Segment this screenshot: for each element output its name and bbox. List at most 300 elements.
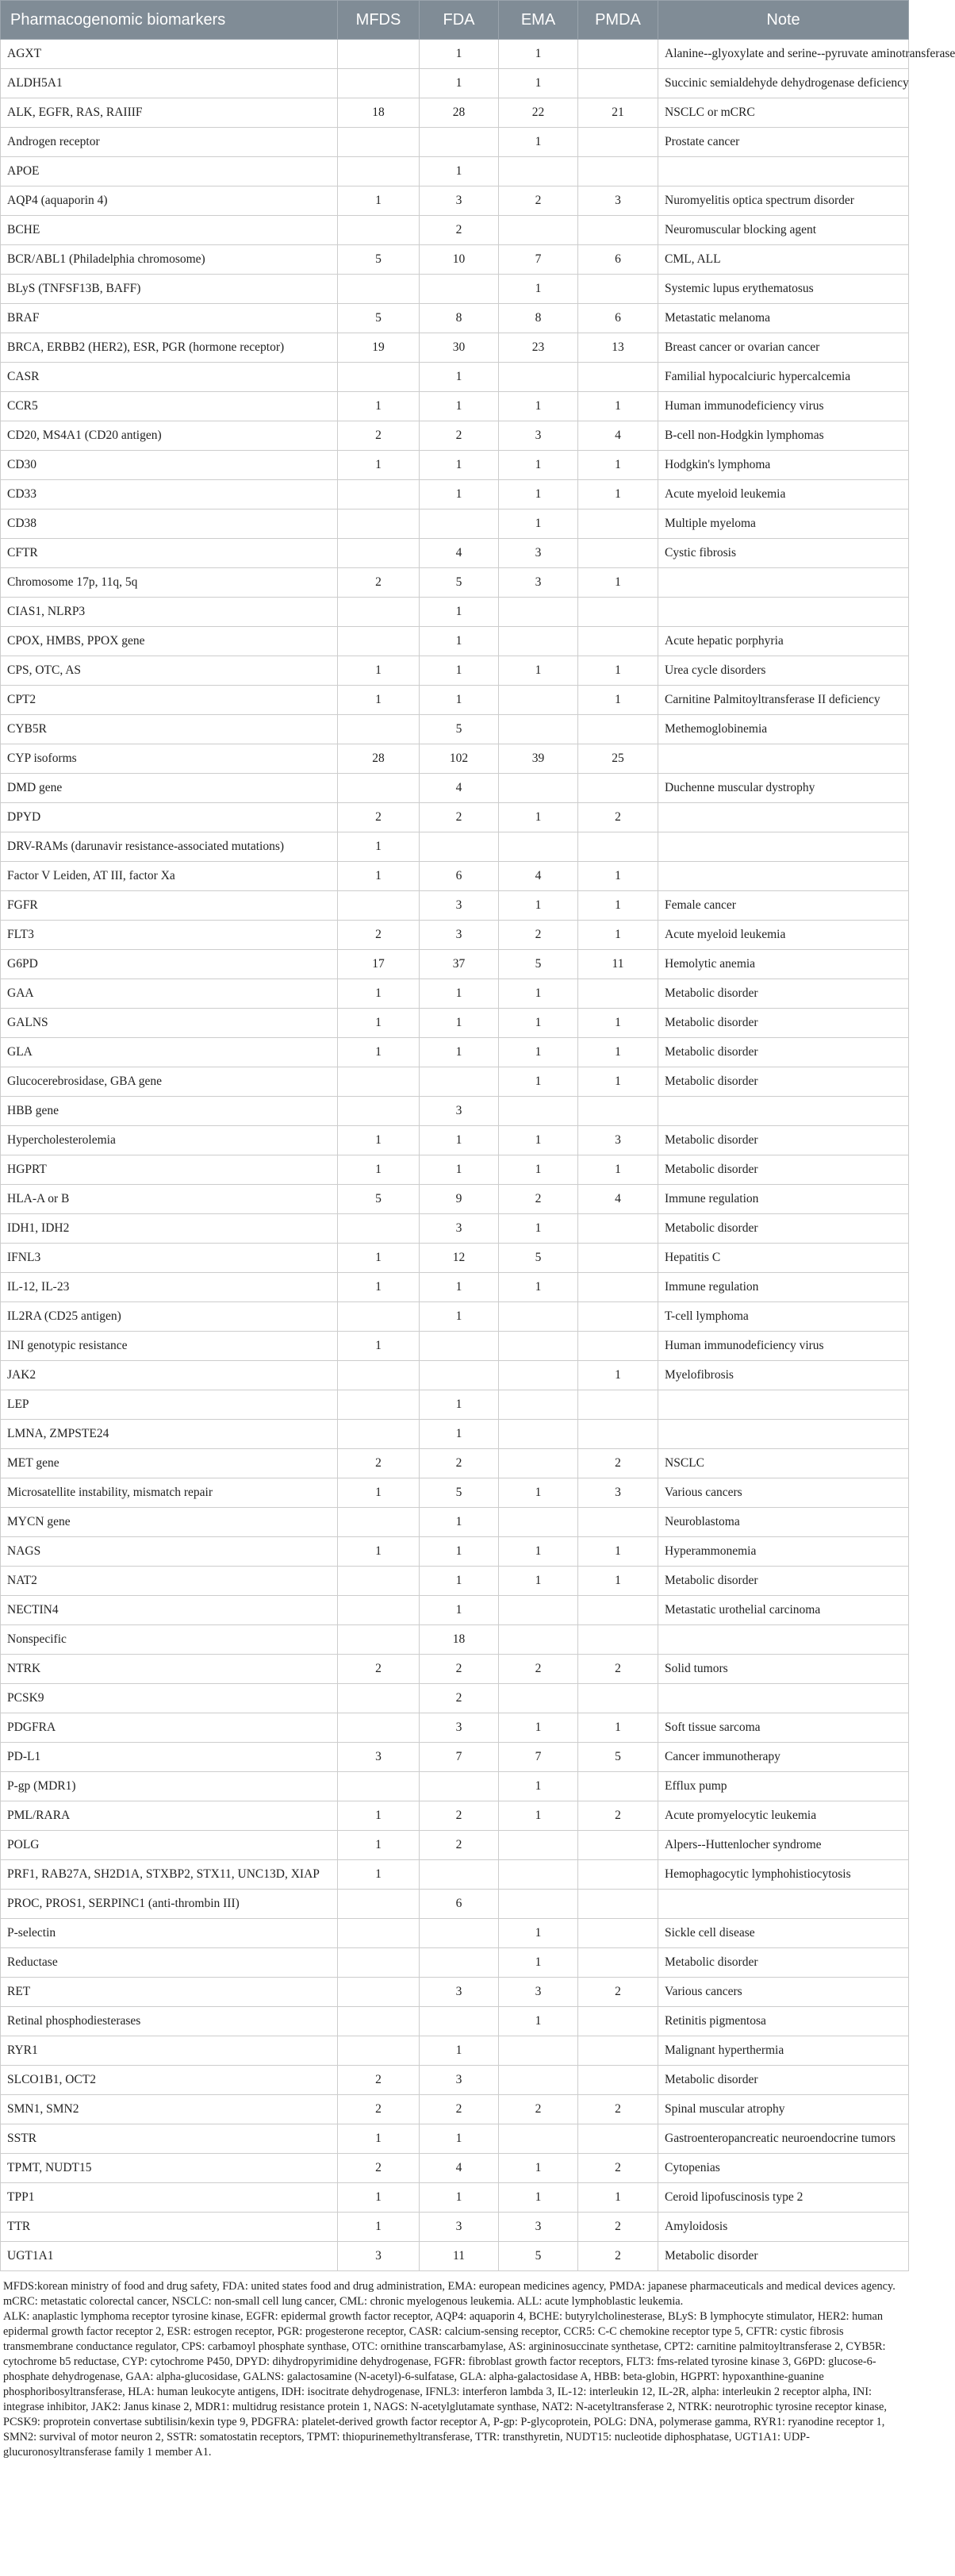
mfds-cell [338, 1713, 420, 1743]
fda-cell [420, 1860, 499, 1890]
mfds-cell: 1 [338, 1801, 420, 1831]
table-row [1, 1038, 909, 1067]
mfds-cell [338, 40, 420, 69]
pmda-cell [578, 275, 658, 304]
fda-cell: 1 [420, 2036, 499, 2066]
mfds-cell [338, 128, 420, 157]
note-cell: Solid tumors [658, 1655, 909, 1684]
ema-cell [499, 686, 578, 715]
ema-cell: 4 [499, 862, 578, 891]
fda-cell: 2 [420, 2095, 499, 2124]
mfds-cell: 2 [338, 1449, 420, 1478]
note-cell: Various cancers [658, 1478, 909, 1508]
mfds-cell: 2 [338, 2095, 420, 2124]
note-cell: Retinitis pigmentosa [658, 2007, 909, 2036]
note-cell: Immune regulation [658, 1185, 909, 1214]
pmda-cell [578, 1625, 658, 1655]
pmda-cell [578, 40, 658, 69]
fda-cell: 9 [420, 1185, 499, 1214]
note-cell: Hodgkin's lymphoma [658, 451, 909, 480]
mfds-cell: 1 [338, 186, 420, 216]
biomarker-cell: GALNS [1, 1009, 338, 1038]
fda-cell: 1 [420, 1273, 499, 1302]
mfds-cell: 1 [338, 1537, 420, 1567]
ema-cell [499, 1097, 578, 1126]
mfds-cell: 2 [338, 1655, 420, 1684]
fda-cell [420, 1361, 499, 1390]
pmda-cell: 3 [578, 1478, 658, 1508]
pmda-cell [578, 1890, 658, 1919]
ema-cell [499, 774, 578, 803]
mfds-cell: 1 [338, 686, 420, 715]
fda-cell: 1 [420, 157, 499, 186]
note-cell: Nuromyelitis optica spectrum disorder [658, 186, 909, 216]
mfds-cell: 1 [338, 656, 420, 686]
pmda-cell: 1 [578, 2183, 658, 2213]
biomarker-cell: HLA-A or B [1, 1185, 338, 1214]
mfds-cell: 1 [338, 2213, 420, 2242]
ema-cell [499, 157, 578, 186]
ema-cell: 1 [499, 1126, 578, 1155]
table-row [1, 1508, 909, 1537]
ema-cell: 1 [499, 1537, 578, 1567]
fda-cell: 1 [420, 1596, 499, 1625]
pmda-cell [578, 2066, 658, 2095]
biomarker-cell: CASR [1, 363, 338, 392]
mfds-cell: 1 [338, 1860, 420, 1890]
ema-cell: 5 [499, 950, 578, 979]
note-cell: Familial hypocalciuric hypercalcemia [658, 363, 909, 392]
mfds-cell [338, 1420, 420, 1449]
pmda-cell: 1 [578, 862, 658, 891]
biomarker-cell: DMD gene [1, 774, 338, 803]
table-row [1, 186, 909, 216]
pmda-cell: 1 [578, 921, 658, 950]
table-row [1, 1390, 909, 1420]
note-cell [658, 598, 909, 627]
fda-cell: 2 [420, 1801, 499, 1831]
biomarker-cell: Nonspecific [1, 1625, 338, 1655]
pmda-cell: 4 [578, 1185, 658, 1214]
note-cell: Cystic fibrosis [658, 539, 909, 568]
pmda-cell: 1 [578, 1713, 658, 1743]
note-cell: Metabolic disorder [658, 1067, 909, 1097]
ema-cell: 1 [499, 803, 578, 832]
note-cell: Metastatic urothelial carcinoma [658, 1596, 909, 1625]
table-row [1, 921, 909, 950]
ema-cell [499, 1890, 578, 1919]
pmda-cell [578, 1948, 658, 1978]
biomarker-cell: BRAF [1, 304, 338, 333]
mfds-cell [338, 627, 420, 656]
ema-cell [499, 1596, 578, 1625]
biomarker-cell: CYB5R [1, 715, 338, 744]
biomarker-cell: Hypercholesterolemia [1, 1126, 338, 1155]
pmda-cell: 3 [578, 1126, 658, 1155]
note-cell: Efflux pump [658, 1772, 909, 1801]
mfds-cell [338, 715, 420, 744]
biomarker-cell: PD-L1 [1, 1743, 338, 1772]
biomarker-cell: SMN1, SMN2 [1, 2095, 338, 2124]
mfds-cell [338, 891, 420, 921]
ema-cell [499, 832, 578, 862]
note-cell: Metabolic disorder [658, 1155, 909, 1185]
pmda-cell [578, 1772, 658, 1801]
table-row [1, 2213, 909, 2242]
ema-cell: 8 [499, 304, 578, 333]
pmda-cell: 13 [578, 333, 658, 363]
note-cell: Breast cancer or ovarian cancer [658, 333, 909, 363]
fda-cell: 3 [420, 1978, 499, 2007]
biomarker-cell: Microsatellite instability, mismatch repair [1, 1478, 338, 1508]
ema-cell: 1 [499, 69, 578, 98]
note-cell: Acute hepatic porphyria [658, 627, 909, 656]
ema-cell: 1 [499, 1567, 578, 1596]
mfds-cell [338, 1567, 420, 1596]
pmda-cell: 1 [578, 656, 658, 686]
fda-cell: 4 [420, 774, 499, 803]
table-row [1, 2154, 909, 2183]
note-cell: Metabolic disorder [658, 1948, 909, 1978]
fda-cell: 2 [420, 1449, 499, 1478]
mfds-cell: 2 [338, 921, 420, 950]
mfds-cell: 1 [338, 979, 420, 1009]
table-row [1, 1537, 909, 1567]
table-row [1, 1126, 909, 1155]
biomarker-cell: TTR [1, 2213, 338, 2242]
biomarker-cell: G6PD [1, 950, 338, 979]
note-cell [658, 1390, 909, 1420]
biomarker-cell: Androgen receptor [1, 128, 338, 157]
ema-cell: 3 [499, 539, 578, 568]
ema-cell: 3 [499, 568, 578, 598]
pmda-cell [578, 1214, 658, 1244]
ema-cell [499, 1332, 578, 1361]
table-row [1, 1332, 909, 1361]
ema-cell: 1 [499, 1478, 578, 1508]
fda-cell: 1 [420, 451, 499, 480]
note-cell: Systemic lupus erythematosus [658, 275, 909, 304]
biomarker-cell: RYR1 [1, 2036, 338, 2066]
pmda-cell: 11 [578, 950, 658, 979]
biomarker-cell: FGFR [1, 891, 338, 921]
ema-cell: 2 [499, 186, 578, 216]
pmda-cell [578, 1831, 658, 1860]
biomarker-cell: DRV-RAMs (darunavir resistance-associated mutations) [1, 832, 338, 862]
ema-cell [499, 1302, 578, 1332]
biomarker-cell: CIAS1, NLRP3 [1, 598, 338, 627]
table-row [1, 304, 909, 333]
fda-cell: 2 [420, 216, 499, 245]
pmda-cell: 1 [578, 480, 658, 509]
table-row [1, 1420, 909, 1449]
column-header-biomarker: Pharmacogenomic biomarkers [1, 1, 338, 40]
biomarker-cell: HBB gene [1, 1097, 338, 1126]
fda-cell: 10 [420, 245, 499, 275]
note-cell: Gastroenteropancreatic neuroendocrine tumors [658, 2124, 909, 2154]
note-cell: Sickle cell disease [658, 1919, 909, 1948]
biomarker-cell: INI genotypic resistance [1, 1332, 338, 1361]
ema-cell: 7 [499, 1743, 578, 1772]
biomarker-cell: GLA [1, 1038, 338, 1067]
pmda-cell [578, 1273, 658, 1302]
fda-cell [420, 1919, 499, 1948]
table-row [1, 715, 909, 744]
table-row [1, 98, 909, 128]
fda-cell: 2 [420, 1684, 499, 1713]
ema-cell: 1 [499, 451, 578, 480]
biomarker-cell: RET [1, 1978, 338, 2007]
table-row [1, 1831, 909, 1860]
note-cell [658, 157, 909, 186]
pmda-cell: 1 [578, 1009, 658, 1038]
note-cell: Soft tissue sarcoma [658, 1713, 909, 1743]
biomarker-cell: Glucocerebrosidase, GBA gene [1, 1067, 338, 1097]
pmda-cell [578, 2036, 658, 2066]
ema-cell: 22 [499, 98, 578, 128]
biomarker-cell: HGPRT [1, 1155, 338, 1185]
table-row [1, 656, 909, 686]
table-row [1, 392, 909, 421]
mfds-cell [338, 1625, 420, 1655]
table-row [1, 2124, 909, 2154]
fda-cell [420, 2007, 499, 2036]
pmda-cell [578, 715, 658, 744]
pmda-cell: 3 [578, 186, 658, 216]
table-row [1, 1155, 909, 1185]
pmda-cell: 2 [578, 2242, 658, 2271]
mfds-cell [338, 69, 420, 98]
biomarker-cell: TPMT, NUDT15 [1, 2154, 338, 2183]
biomarker-cell: NAGS [1, 1537, 338, 1567]
biomarker-cell: BLyS (TNFSF13B, BAFF) [1, 275, 338, 304]
fda-cell: 5 [420, 1478, 499, 1508]
fda-cell: 1 [420, 656, 499, 686]
table-row [1, 1655, 909, 1684]
biomarker-cell: PROC, PROS1, SERPINC1 (anti-thrombin III) [1, 1890, 338, 1919]
pmda-cell: 1 [578, 891, 658, 921]
note-cell: Alanine--glyoxylate and serine--pyruvate aminotransferase [658, 40, 909, 69]
table-row [1, 69, 909, 98]
fda-cell: 8 [420, 304, 499, 333]
fda-cell [420, 128, 499, 157]
ema-cell: 39 [499, 744, 578, 774]
mfds-cell: 1 [338, 2183, 420, 2213]
pmda-cell [578, 2124, 658, 2154]
mfds-cell: 2 [338, 803, 420, 832]
biomarker-cell: PRF1, RAB27A, SH2D1A, STXBP2, STX11, UNC13D, XIAP [1, 1860, 338, 1890]
note-cell: Metabolic disorder [658, 1038, 909, 1067]
table-row [1, 862, 909, 891]
table-row [1, 421, 909, 451]
biomarker-cell: CD30 [1, 451, 338, 480]
biomarker-cell: PCSK9 [1, 1684, 338, 1713]
ema-cell [499, 2036, 578, 2066]
biomarker-cell: NAT2 [1, 1567, 338, 1596]
note-cell: Methemoglobinemia [658, 715, 909, 744]
biomarker-cell: Factor V Leiden, AT III, factor Xa [1, 862, 338, 891]
mfds-cell: 3 [338, 1743, 420, 1772]
note-cell: Metastatic melanoma [658, 304, 909, 333]
biomarker-cell: CYP isoforms [1, 744, 338, 774]
pmda-cell: 1 [578, 1537, 658, 1567]
fda-cell: 1 [420, 2183, 499, 2213]
pmda-cell: 1 [578, 686, 658, 715]
mfds-cell: 2 [338, 568, 420, 598]
biomarker-cell: TPP1 [1, 2183, 338, 2213]
fda-cell: 1 [420, 1155, 499, 1185]
biomarker-cell: LEP [1, 1390, 338, 1420]
ema-cell: 1 [499, 1155, 578, 1185]
note-cell: Metabolic disorder [658, 1126, 909, 1155]
table-row [1, 333, 909, 363]
biomarker-cell: IL-12, IL-23 [1, 1273, 338, 1302]
mfds-cell: 1 [338, 1009, 420, 1038]
mfds-cell: 5 [338, 1185, 420, 1214]
pmda-cell [578, 1097, 658, 1126]
biomarker-cell: P-selectin [1, 1919, 338, 1948]
biomarker-cell: Chromosome 17p, 11q, 5q [1, 568, 338, 598]
ema-cell [499, 1831, 578, 1860]
ema-cell: 2 [499, 2095, 578, 2124]
ema-cell [499, 1625, 578, 1655]
pmda-cell [578, 1244, 658, 1273]
ema-cell [499, 1449, 578, 1478]
ema-cell [499, 1684, 578, 1713]
pmda-cell: 2 [578, 2154, 658, 2183]
table-row [1, 363, 909, 392]
ema-cell: 1 [499, 1772, 578, 1801]
table-row [1, 2066, 909, 2095]
mfds-cell [338, 480, 420, 509]
biomarker-cell: Retinal phosphodiesterases [1, 2007, 338, 2036]
mfds-cell: 19 [338, 333, 420, 363]
mfds-cell: 18 [338, 98, 420, 128]
mfds-cell [338, 363, 420, 392]
mfds-cell [338, 2007, 420, 2036]
pmda-cell: 1 [578, 451, 658, 480]
mfds-cell [338, 1948, 420, 1978]
note-cell: Cancer immunotherapy [658, 1743, 909, 1772]
table-row [1, 1449, 909, 1478]
note-cell: Acute promyelocytic leukemia [658, 1801, 909, 1831]
fda-cell [420, 275, 499, 304]
biomarker-cell: CPOX, HMBS, PPOX gene [1, 627, 338, 656]
pmda-cell [578, 216, 658, 245]
mfds-cell [338, 1097, 420, 1126]
note-cell: NSCLC [658, 1449, 909, 1478]
ema-cell: 2 [499, 1655, 578, 1684]
table-row [1, 1478, 909, 1508]
ema-cell: 1 [499, 40, 578, 69]
fda-cell: 1 [420, 979, 499, 1009]
table-row [1, 40, 909, 69]
note-cell: Hemolytic anemia [658, 950, 909, 979]
note-cell: Ceroid lipofuscinosis type 2 [658, 2183, 909, 2213]
table-row [1, 1919, 909, 1948]
fda-cell: 3 [420, 2213, 499, 2242]
mfds-cell [338, 1772, 420, 1801]
note-cell [658, 832, 909, 862]
table-row [1, 216, 909, 245]
pmda-cell [578, 1684, 658, 1713]
table-footnotes [0, 2271, 908, 2460]
pmda-cell [578, 1302, 658, 1332]
fda-cell: 2 [420, 1655, 499, 1684]
fda-cell: 18 [420, 1625, 499, 1655]
table-row [1, 1361, 909, 1390]
ema-cell: 23 [499, 333, 578, 363]
table-row [1, 1801, 909, 1831]
table-row [1, 1978, 909, 2007]
mfds-cell: 1 [338, 1155, 420, 1185]
fda-cell [420, 509, 499, 539]
pmda-cell: 2 [578, 1449, 658, 1478]
ema-cell: 7 [499, 245, 578, 275]
table-row [1, 245, 909, 275]
mfds-cell: 1 [338, 392, 420, 421]
table-row [1, 1244, 909, 1273]
note-cell [658, 803, 909, 832]
note-cell: Hepatitis C [658, 1244, 909, 1273]
fda-cell: 1 [420, 1038, 499, 1067]
note-cell [658, 1684, 909, 1713]
mfds-cell [338, 774, 420, 803]
mfds-cell: 5 [338, 245, 420, 275]
mfds-cell: 1 [338, 862, 420, 891]
fda-cell: 3 [420, 186, 499, 216]
note-cell: Amyloidosis [658, 2213, 909, 2242]
table-row [1, 803, 909, 832]
note-cell: Metabolic disorder [658, 1567, 909, 1596]
biomarker-cell: UGT1A1 [1, 2242, 338, 2271]
pmda-cell [578, 832, 658, 862]
table-row [1, 1214, 909, 1244]
table-row [1, 1860, 909, 1890]
biomarker-cell: FLT3 [1, 921, 338, 950]
fda-cell: 11 [420, 2242, 499, 2271]
fda-cell: 1 [420, 69, 499, 98]
mfds-cell: 1 [338, 1332, 420, 1361]
pmda-cell: 1 [578, 1361, 658, 1390]
biomarker-cell: NTRK [1, 1655, 338, 1684]
footnote-gene-abbreviations: ALK: anaplastic lymphoma receptor tyrosine kinase, EGFR: epidermal growth factor receptor, AQP4: aquaporin 4, BCHE: butyrylcholinesterase, BLyS: B lymphocyte stimulator, HER2: human epidermal growth factor receptor 2, ESR: estrogen receptor, PGR: progesterone receptor, CASR: calcium-sensing receptor, CCR5: C-C chemokine receptor type 5, CFTR: cystic fibrosis transmembrane conductance regulator, CPS: carbamoyl phosphate synthase, OTC: ornithine transcarbamylase, AS: argininosuccinate synthetase, CPT2: carnitine palmitoyltransferase 2, CYB5R: cytochrome b5 reductase, CYP: cytochrome P450, DPYD: dihydropyrimidine dehydrogenase, FGFR: fibroblast growth factor receptors, FLT3: fms-related tyrosine kinase 3, G6PD: glucose-6-phosphate dehydrogenase, GAA: alpha-glucosidase, GALNS: galactosamine (N-acetyl)-6-sulfatase, GLA: alpha-galactosidase A, HBB: beta-globin, HGPRT: hypoxanthine-guanine phosphoribosyltransferase, HLA: human leukocyte antigens, IDH: isocitrate dehydrogenase, IFNL3: interferon lambda 3, IL-12: interleukin 12, IL-2R, alpha: interleukin 2 receptor alpha, INI: integrase inhibitor, JAK2: Janus kinase 2, MDR1: multidrug resistance protein 1, NAGS: N-acetylglutamate synthase, NAT2: N-acetyltransferase 2, NTRK: neurotrophic tyrosine receptor kinase, PCSK9: proprotein convertase subtilisin/kexin type 9, PDGFRA: platelet-derived growth factor receptor A, P-gp: P-glycoprotein, POLG: DNA, polymerase gamma, RYR1: ryanodine receptor 1, SMN2: survival of motor neuron 2, SSTR: somatostatin receptors, TPMT: thiopurinemethyltransferase, TTR: transthyretin, NUDT15: nucleotide diphosphatase, UGT1A1: UDP-glucuronosyltransferase family 1 member A1. [3, 2310, 887, 2459]
pmda-cell: 1 [578, 1155, 658, 1185]
biomarker-cell: LMNA, ZMPSTE24 [1, 1420, 338, 1449]
fda-cell [420, 1948, 499, 1978]
mfds-cell [338, 1978, 420, 2007]
note-cell: Urea cycle disorders [658, 656, 909, 686]
biomarker-cell: BRCA, ERBB2 (HER2), ESR, PGR (hormone receptor) [1, 333, 338, 363]
mfds-cell: 1 [338, 2124, 420, 2154]
pmda-cell [578, 1390, 658, 1420]
mfds-cell: 5 [338, 304, 420, 333]
ema-cell: 3 [499, 1978, 578, 2007]
table-header-row [1, 1, 909, 40]
ema-cell [499, 1361, 578, 1390]
mfds-cell [338, 1919, 420, 1948]
note-cell: Metabolic disorder [658, 2242, 909, 2271]
mfds-cell [338, 1067, 420, 1097]
ema-cell: 1 [499, 1273, 578, 1302]
fda-cell: 28 [420, 98, 499, 128]
fda-cell: 2 [420, 1831, 499, 1860]
biomarker-cell: DPYD [1, 803, 338, 832]
table-row [1, 832, 909, 862]
ema-cell [499, 1420, 578, 1449]
note-cell [658, 862, 909, 891]
pmda-cell [578, 157, 658, 186]
